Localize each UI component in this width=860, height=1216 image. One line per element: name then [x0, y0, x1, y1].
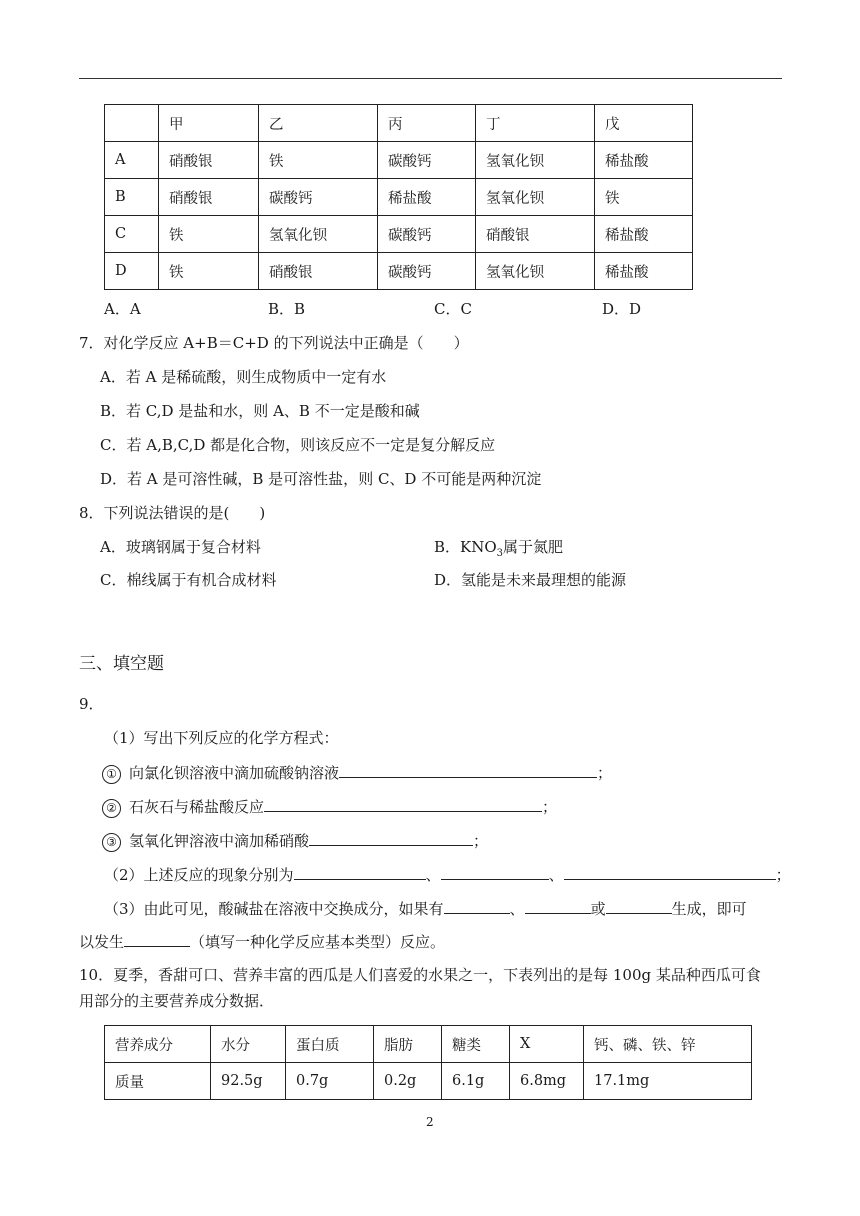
q8-stem: 8．下列说法错误的是( ) — [79, 504, 266, 522]
table-row — [105, 179, 693, 216]
circled-number: ② — [102, 799, 121, 818]
table-cell: 稀盐酸 — [378, 179, 476, 216]
table-cell: 质量 — [105, 1063, 211, 1100]
q8-option-b-text: B．KNO — [434, 538, 497, 556]
q6-option-a: A．A — [104, 300, 141, 318]
table-cell: C — [105, 216, 159, 253]
table-row — [105, 142, 693, 179]
table-cell: 硝酸银 — [259, 253, 378, 290]
q10-nutrition-table — [104, 1025, 752, 1100]
section-heading: 三、填空题 — [79, 654, 164, 674]
answer-blank[interactable] — [564, 864, 776, 880]
table-row — [105, 1063, 752, 1100]
q9-part3-text-b: 生成，即可 — [671, 900, 747, 918]
table-cell: 0.7g — [286, 1063, 374, 1100]
q9-part3-cont — [79, 931, 445, 952]
table-cell: 硝酸银 — [476, 216, 595, 253]
q9-part2-text: （2）上述反应的现象分别为 — [104, 866, 294, 884]
table-cell: 稀盐酸 — [595, 216, 693, 253]
table-cell: 铁 — [595, 179, 693, 216]
punctuation: 、 — [425, 866, 441, 884]
q9-sub1-text: 向氯化钡溶液中滴加硫酸钠溶液 — [129, 764, 340, 782]
answer-blank[interactable] — [264, 796, 542, 812]
table-cell: 92.5g — [211, 1063, 286, 1100]
table-cell: 氢氧化钡 — [259, 216, 378, 253]
table-cell: 营养成分 — [105, 1026, 211, 1063]
table-cell: 0.2g — [374, 1063, 442, 1100]
q9-part2 — [104, 864, 791, 885]
q7-option-c: C．若 A,B,C,D 都是化合物，则该反应不一定是复分解反应 — [100, 436, 496, 454]
table-cell: 脂肪 — [374, 1026, 442, 1063]
answer-blank[interactable] — [309, 830, 473, 846]
header-rule — [79, 78, 782, 79]
table-header-row — [105, 105, 693, 142]
q9-part3-text-c: 以发生 — [79, 933, 125, 951]
q6-option-b: B．B — [268, 300, 306, 318]
table-cell: 碳酸钙 — [378, 142, 476, 179]
q9-part3-or: 或 — [590, 900, 606, 918]
punctuation: ； — [473, 832, 489, 850]
table-cell: 铁 — [159, 253, 259, 290]
table-cell: 丙 — [378, 105, 476, 142]
q7-option-a: A．若 A 是稀硫酸，则生成物质中一定有水 — [100, 368, 387, 386]
q9-number: 9． — [79, 695, 104, 713]
punctuation: ； — [597, 764, 613, 782]
answer-blank[interactable] — [444, 898, 510, 914]
table-cell: 6.1g — [442, 1063, 510, 1100]
q6-option-c: C．C — [434, 300, 472, 318]
q9-sub1 — [102, 762, 612, 784]
table-cell: D — [105, 253, 159, 290]
q8-option-c: C．棉线属于有机合成材料 — [100, 571, 277, 589]
table-cell: 氢氧化钡 — [476, 253, 595, 290]
table-cell: 甲 — [159, 105, 259, 142]
circled-number: ③ — [102, 833, 121, 852]
q10-stem-line2: 用部分的主要营养成分数据． — [79, 992, 275, 1010]
table-cell: 稀盐酸 — [595, 253, 693, 290]
circled-number: ① — [102, 765, 121, 784]
table-cell: 蛋白质 — [286, 1026, 374, 1063]
q7-option-d: D．若 A 是可溶性碱，B 是可溶性盐，则 C、D 不可能是两种沉淀 — [100, 470, 542, 488]
answer-blank[interactable] — [606, 898, 672, 914]
q10-stem-line1: 10．夏季，香甜可口、营养丰富的西瓜是人们喜爱的水果之一，下表列出的是每 100g 某品种西瓜可食 — [79, 966, 761, 984]
q8-option-b — [434, 537, 563, 564]
table-cell: 硝酸银 — [159, 142, 259, 179]
q8-option-d: D．氢能是未来最理想的能源 — [434, 571, 627, 589]
q9-part3 — [104, 898, 747, 919]
table-cell: B — [105, 179, 159, 216]
table-cell: 铁 — [159, 216, 259, 253]
answer-blank[interactable] — [525, 898, 591, 914]
table-cell: A — [105, 142, 159, 179]
q8-option-b-text-rest: 属于氮肥 — [503, 538, 564, 556]
table-cell: 丁 — [476, 105, 595, 142]
answer-blank[interactable] — [294, 864, 426, 880]
q8-option-a: A．玻璃钢属于复合材料 — [100, 538, 261, 556]
q9-part3-text: （3）由此可见，酸碱盐在溶液中交换成分，如果有 — [104, 900, 444, 918]
table-cell: 水分 — [211, 1026, 286, 1063]
table-cell: 6.8mg — [510, 1063, 584, 1100]
table-cell: 碳酸钙 — [378, 216, 476, 253]
punctuation: 、 — [509, 900, 525, 918]
punctuation: ； — [775, 866, 791, 884]
q9-part1: （1）写出下列反应的化学方程式： — [104, 729, 339, 747]
q7-stem: 7．对化学反应 A+B＝C+D 的下列说法中正确是（ ） — [79, 334, 469, 352]
table-cell: 乙 — [259, 105, 378, 142]
subscript: 3 — [496, 548, 504, 559]
table-cell: 氢氧化钡 — [476, 179, 595, 216]
table-cell: 碳酸钙 — [259, 179, 378, 216]
table-cell: 钙、磷、铁、锌 — [584, 1026, 752, 1063]
q6-answer-table — [104, 104, 693, 290]
answer-blank[interactable] — [441, 864, 549, 880]
table-cell: 稀盐酸 — [595, 142, 693, 179]
table-cell: 硝酸银 — [159, 179, 259, 216]
table-cell — [105, 105, 159, 142]
table-cell: 铁 — [259, 142, 378, 179]
q9-sub2 — [102, 796, 557, 818]
q9-part3-text-d: （填写一种化学反应基本类型）反应。 — [190, 933, 446, 951]
table-row — [105, 253, 693, 290]
table-cell: 氢氧化钡 — [476, 142, 595, 179]
page-number: 2 — [426, 1115, 434, 1129]
table-row — [105, 216, 693, 253]
q9-sub3-text: 氢氧化钾溶液中滴加稀硝酸 — [129, 832, 310, 850]
answer-blank[interactable] — [339, 762, 597, 778]
q6-option-d: D．D — [602, 300, 642, 318]
table-header-row — [105, 1026, 752, 1063]
q7-option-b: B．若 C,D 是盐和水，则 A、B 不一定是酸和碱 — [100, 402, 420, 420]
table-cell: 碳酸钙 — [378, 253, 476, 290]
table-cell: X — [510, 1026, 584, 1063]
punctuation: ； — [542, 798, 558, 816]
table-cell: 糖类 — [442, 1026, 510, 1063]
table-cell: 17.1mg — [584, 1063, 752, 1100]
punctuation: 、 — [548, 866, 564, 884]
q9-sub3 — [102, 830, 488, 852]
answer-blank[interactable] — [124, 931, 190, 947]
q9-sub2-text: 石灰石与稀盐酸反应 — [129, 798, 265, 816]
table-cell: 戊 — [595, 105, 693, 142]
